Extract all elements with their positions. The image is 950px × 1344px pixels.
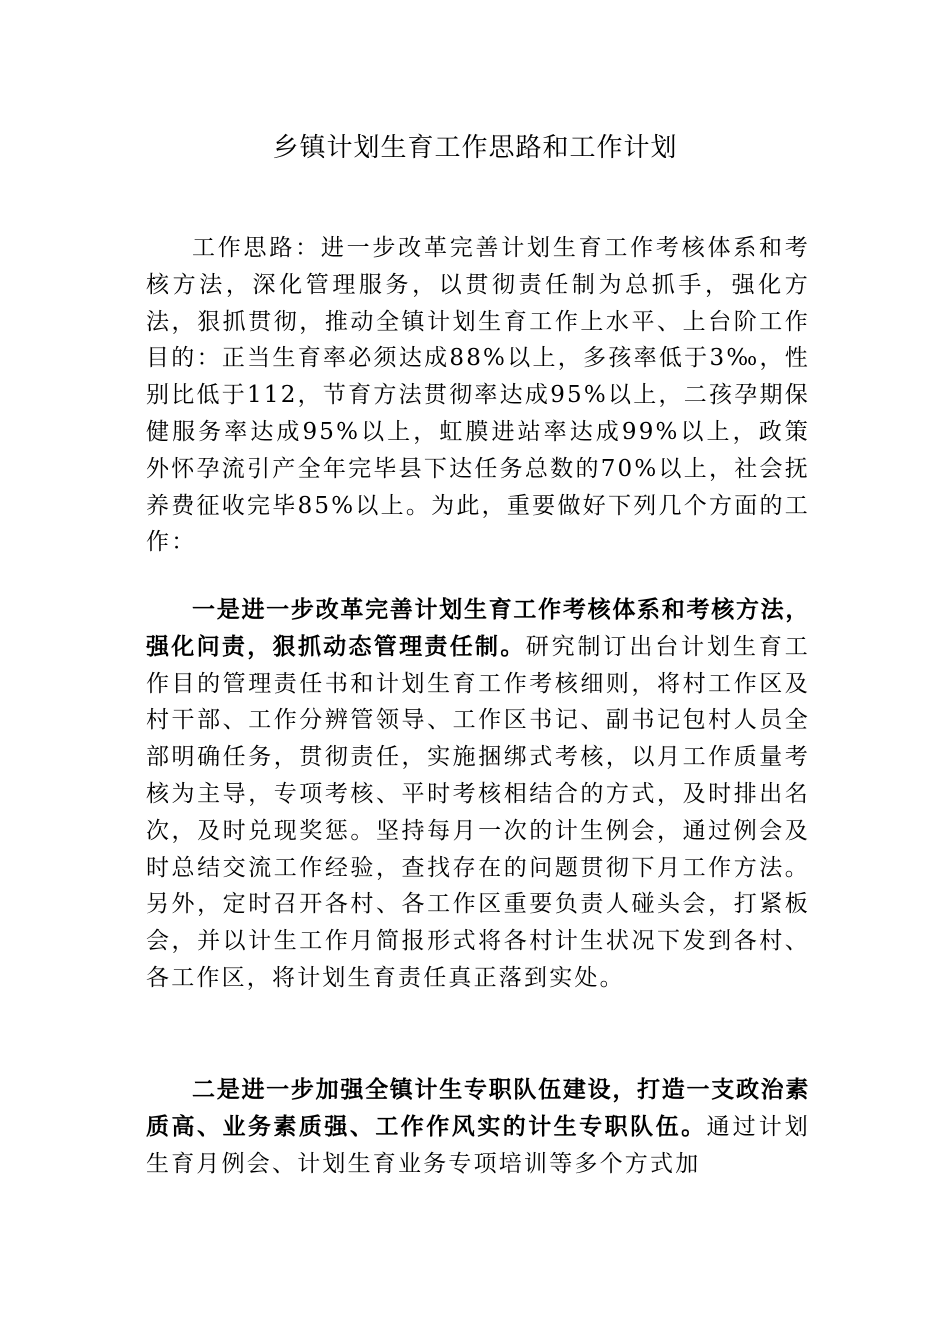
document-title: 乡镇计划生育工作思路和工作计划 <box>272 133 678 163</box>
paragraph-text: 工作思路：进一步改革完善计划生育工作考核体系和考核方法，深化管理服务，以贯彻责任制为总抓手，强化方法，狠抓贯彻，推动全镇计划生育工作上水平、上台阶工作目的：正当生育率必须达成88%以上，多孩率低于3‰，性别比低于112，节育方法贯彻率达成95%以上，二孩孕期保健服务率达成95%以上，虹膜进站率达成99%以上，政策外怀孕流引产全年完毕县下达任务总数的70%以上，社会抚养费征收完毕85%以上。为此，重要做好下列几个方面的工作： <box>146 235 810 556</box>
paragraph-lead: 一是进一步改革完善计划生育工作考核体系和考核方法，强化问责，狠抓动态管理责任制。 <box>146 597 810 660</box>
paragraph-item-one <box>146 592 810 997</box>
paragraph-lead: 二是进一步加强全镇计生专职队伍建设，打造一支政治素质高、业务素质强、工作作风实的计生专职队伍。 <box>146 1077 810 1140</box>
paragraph-text: 通过计划生育月例会、计划生育业务专项培训等多个方式加 <box>146 1113 810 1177</box>
paragraph-text: 研究制订出台计划生育工作目的管理责任书和计划生育工作考核细则，将村工作区及村干部、工作分辨管领导、工作区书记、副书记包村人员全部明确任务，贯彻责任，实施捆绑式考核，以月工作质量考核为主导，专项考核、平时考核相结合的方式，及时排出名次，及时兑现奖惩。坚持每月一次的计生例会，通过例会及时总结交流工作经验，查找存在的问题贯彻下月工作方法。另外，定时召开各村、各工作区重要负责人碰头会，打紧板会，并以计生工作月简报形式将各村计生状况下发到各村、各工作区，将计划生育责任真正落到实处。 <box>146 633 811 991</box>
paragraph-work-ideas <box>146 230 810 561</box>
paragraph-item-two <box>146 1072 810 1182</box>
